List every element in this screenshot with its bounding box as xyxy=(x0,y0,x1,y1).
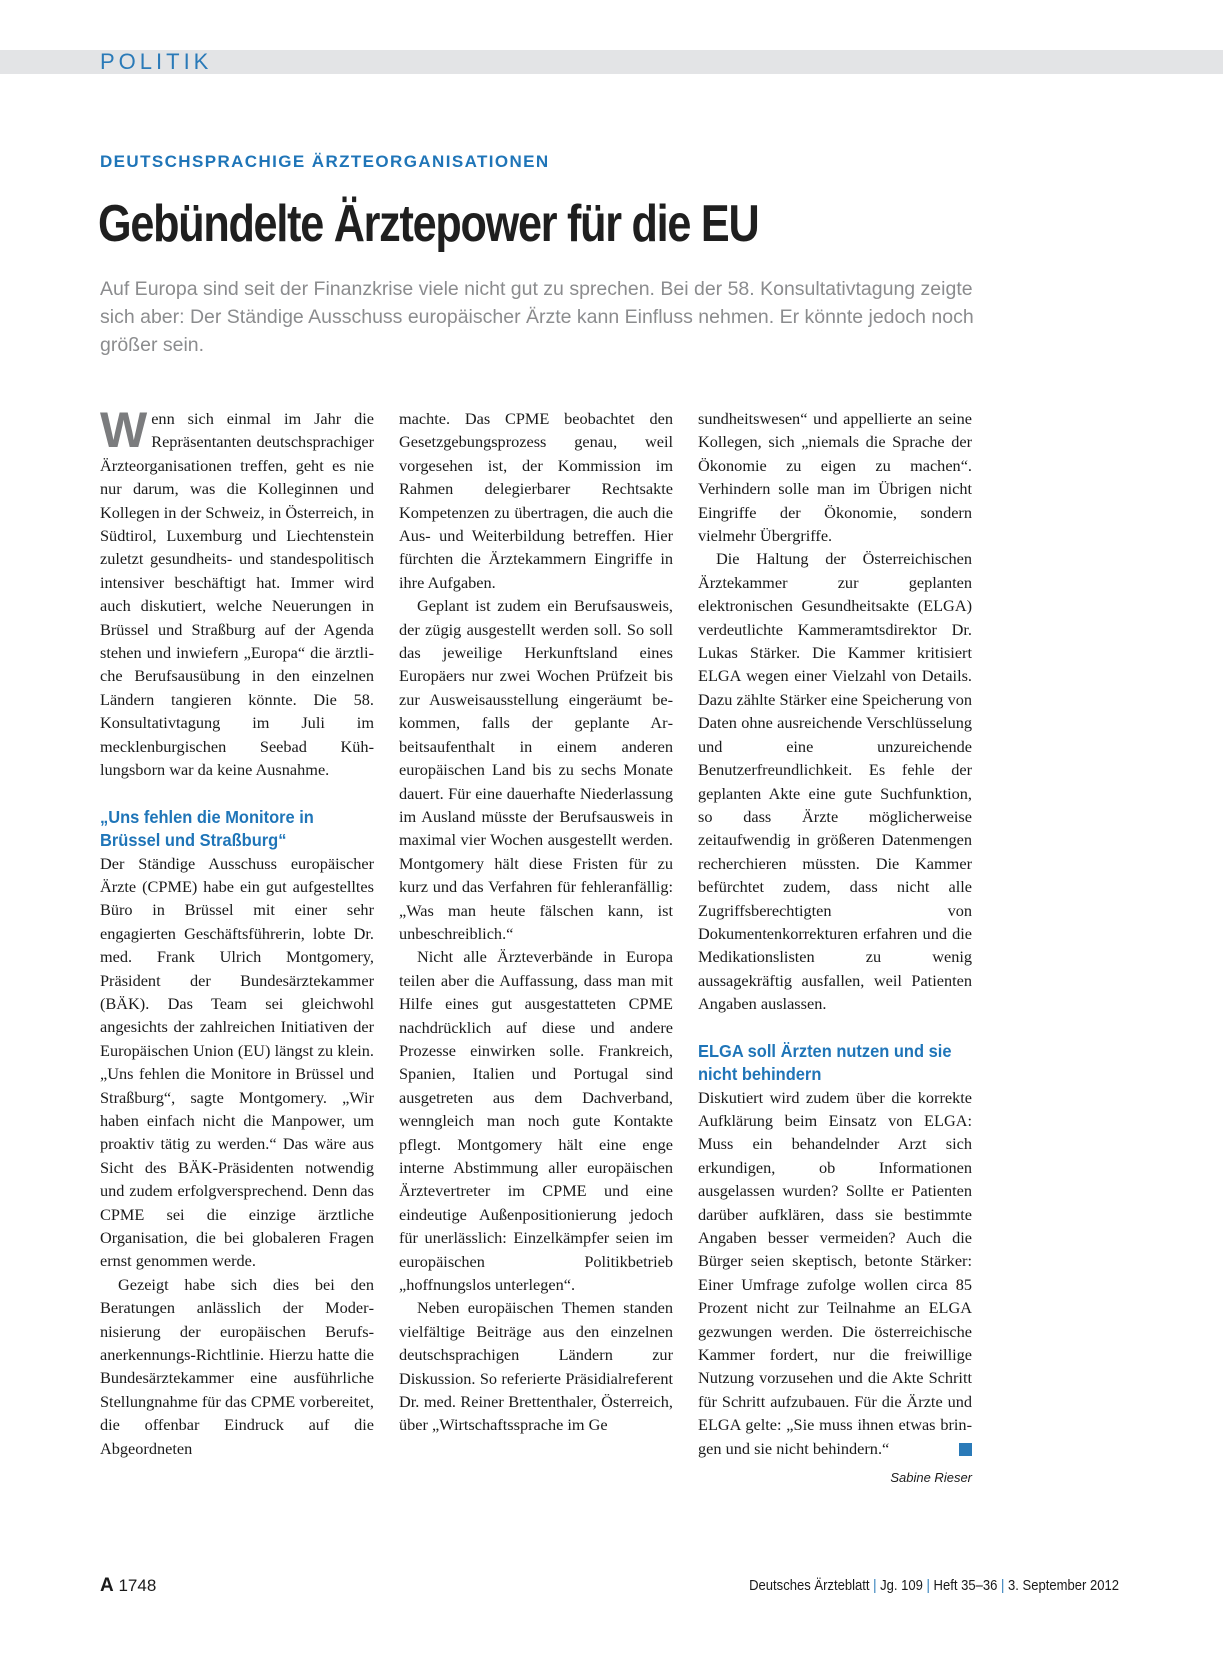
journal-volume: Jg. 109 xyxy=(880,1578,923,1594)
paragraph: Der Ständige Ausschuss europäischer Ärzte (CPME) habe ein gut aufgestelltes Büro in Brüssel mit einer sehr engagierten Geschäftsführerin, lobte Dr. med. Frank Ulrich Montgomery, Präsident der Bundesärztekammer (BÄK). Das Team sei gleichwohl angesichts der zahlreichen Initiativen der Europäischen Union (EU) längst zu klein. „Uns fehlen die Monitore in Brüssel und Straßburg“, sagte Montgomery. „Wir haben einfach nicht die Manpower, um proaktiv tätig zu werden.“ Das wäre aus Sicht des BÄK-Präsidenten notwendig und zudem erfolgversprechend. Denn das CPME sei die einzige ärztliche Organisation, die bei globaleren Fragen ernst genommen werde. xyxy=(100,853,374,1271)
paragraph: sundheitswesen“ und appellierte an seine Kollegen, sich „niemals die Sprache der Ökonomie zu eigen zu machen“. Verhindern solle man im Übrigen nicht Eingriffe der Ökonomie, sondern vielmehr Übergriffe. xyxy=(698,409,972,546)
paragraph: machte. Das CPME beobachtet den Gesetzgebungsprozess genau, weil vorgesehen ist, der Kommission im Rahmen delegierbarer Rechtsakte Kompetenzen zu übertragen, die auch die Aus- und Weiterbildung betreffen. Hier fürchten die Ärztekammern Eingriffe in ihre Aufgaben. xyxy=(399,409,673,592)
column-2 xyxy=(399,407,673,1437)
section-label: POLITIK xyxy=(100,49,213,74)
author-name: Sabine Rieser xyxy=(890,1470,972,1486)
journal-info xyxy=(749,1578,1119,1594)
paragraph: Nicht alle Ärzteverbände in Europa teilen aber die Auffassung, dass man mit Hilfe eines gut ausgestatteten CPME nachdrücklich auf diese und andere Prozesse einwirken solle. Frankreich, Spanien, Italien und Portugal sind ausgetreten aus dem Dachverband, wenngleich man noch gute Kontakte pflegt. Montgomery hält eine enge interne Abstimmung aller europäischen Ärztevertreter im CPME und eine eindeutige Außenpositionierung jedoch für unerlässlich: Einzelkämpfer seien im europäischen Politikbetrieb „hoffnungslos unterlegen“. xyxy=(399,947,673,1295)
paragraph: Gezeigt habe sich dies bei den Beratungen anlässlich der Modernisierung der europäischen Berufsanerkennungs-Richtlinie. Hierzu hatte die Bundesärztekammer eine ausführliche Stellungnahme für das CPME vorbereitet, die offenbar Eindruck auf die Abgeordneten xyxy=(100,1274,374,1458)
page-prefix: A xyxy=(100,1575,114,1596)
paragraph-text: enn sich einmal im Jahr die Repräsentanten deutschsprachiger Ärzteorganisationen treffen, geht es nie nur darum, was die Kolleginnen und Kollegen in der Schweiz, in Österreich, in Südtirol, Luxemburg und Liechtenstein zuletzt gesundheits- und standespolitisch intensiver beschäftigt hat. Immer wird auch diskutiert, welche Neuerungen in Brüssel und Straßburg auf der Agenda stehen und inwiefern „Europa“ die ärztliche Berufsausübung in den einzelnen Ländern tangieren könnte. Die 58. Konsultativtagung im Juli im mecklenburgischen Seebad Kühlungsborn war da keine Ausnahme. xyxy=(100,409,374,780)
paragraph xyxy=(698,1086,972,1461)
article-headline: Gebündelte Ärztepower für die EU xyxy=(98,195,759,253)
column-3 xyxy=(698,407,972,1489)
page-number xyxy=(100,1575,156,1597)
separator: | xyxy=(1000,1578,1005,1594)
article-kicker: DEUTSCHSPRACHIGE ÄRZTEORGANISATIONEN xyxy=(100,152,550,171)
paragraph: Die Haltung der Österreichischen Ärztekammer zur geplanten elektronischen Gesundheitsakte (ELGA) verdeutlichte Kammeramtsdirektor Dr. Lukas Stärker. Die Kammer kritisiert ELGA wegen einer Vielzahl von Details. Dazu zählte Stärker eine Speicherung von Daten ohne ausreichende Verschlüsselung und eine unzureichende Benutzerfreundlichkeit. Es fehle der geplanten Akte eine gute Suchfunktion, so dass Ärzte möglicherweise zeitaufwendig in größeren Datenmengen recherchieren müssten. Die Kammer befürchtet zudem, dass nicht alle Zugriffsberechtigten von Dokumentenkorrekturen erfahren und die Medikationslisten zu wenig aussagekräftig ausfallen, weil Patienten Angaben auslassen. xyxy=(698,549,972,1014)
separator: | xyxy=(873,1578,877,1594)
journal-date: 3. September 2012 xyxy=(1007,1578,1119,1594)
paragraph-text: Diskutiert wird zudem über die korrekte Aufklärung beim Einsatz von ELGA: Muss ein behandelnder Arzt sich erkundigen, ob Informationen ausgelassen wurden? Sollte er Patienten darüber aufklären, dass sie bestimmte Angaben besser vermeiden? Auch die Bürger seien skeptisch, betonte Stärker: Einer Umfrage zufolge wollen circa 85 Prozent nicht zur Teilnahme an ELGA gezwungen werden. Die österreichische Kammer fordert, nur die freiwillige Nutzung vorzusehen und die Akte Schritt für Schritt aufzubauen. Für die Ärzte und ELGA gelte: „Sie muss ihnen etwas bringen und sie nicht behindern.“ xyxy=(698,1087,972,1458)
subheading: „Uns fehlen die Monitore in Brüssel und Straßburg“ xyxy=(100,806,314,850)
paragraph: Geplant ist zudem ein Berufsausweis, der zügig ausgestellt werden soll. So soll das jeweilige Herkunftsland eines Europäers nur zwei Wochen Prüfzeit bis zur Ausweisausstellung eingeräumt bekommen, falls der geplante Arbeitsaufenthalt in einem anderen europäischen Land bis zu sechs Monate dauert. Für eine dauerhafte Niederlassung im Ausland müsste der Berufsausweis in maximal vier Wochen ausgestellt werden. Montgomery hält diese Fristen für zu kurz und das Verfahren für fehleranfällig: „Was man heute fälschen kann, ist unbeschreiblich.“ xyxy=(399,596,673,943)
article-lead: Auf Europa sind seit der Finanzkrise viele nicht gut zu sprechen. Bei der 58. Konsultativtagung zeigte sich aber: Der Ständige Ausschuss europäischer Ärzte kann Einfluss nehmen. Er könnte jedoch noch größer sein. xyxy=(100,278,974,356)
dropcap: W xyxy=(100,402,148,458)
paragraph: Neben europäischen Themen standen vielfältige Beiträge aus den einzelnen deutschsprachigen Ländern zur Diskussion. So referierte Präsidialreferent Dr. med. Reiner Brettenthaler, Österreich, über „Wirtschaftssprache im Ge xyxy=(399,1298,673,1435)
end-mark-icon xyxy=(959,1443,972,1456)
page-number-value: 1748 xyxy=(118,1576,157,1595)
journal-name: Deutsches Ärzteblatt xyxy=(749,1578,870,1594)
column-1 xyxy=(100,402,374,1460)
separator: | xyxy=(926,1578,930,1594)
subheading: ELGA soll Ärzten nutzen und sie nicht behindern xyxy=(698,1040,952,1084)
paragraph xyxy=(100,402,374,782)
journal-issue: Heft 35–36 xyxy=(933,1578,998,1594)
